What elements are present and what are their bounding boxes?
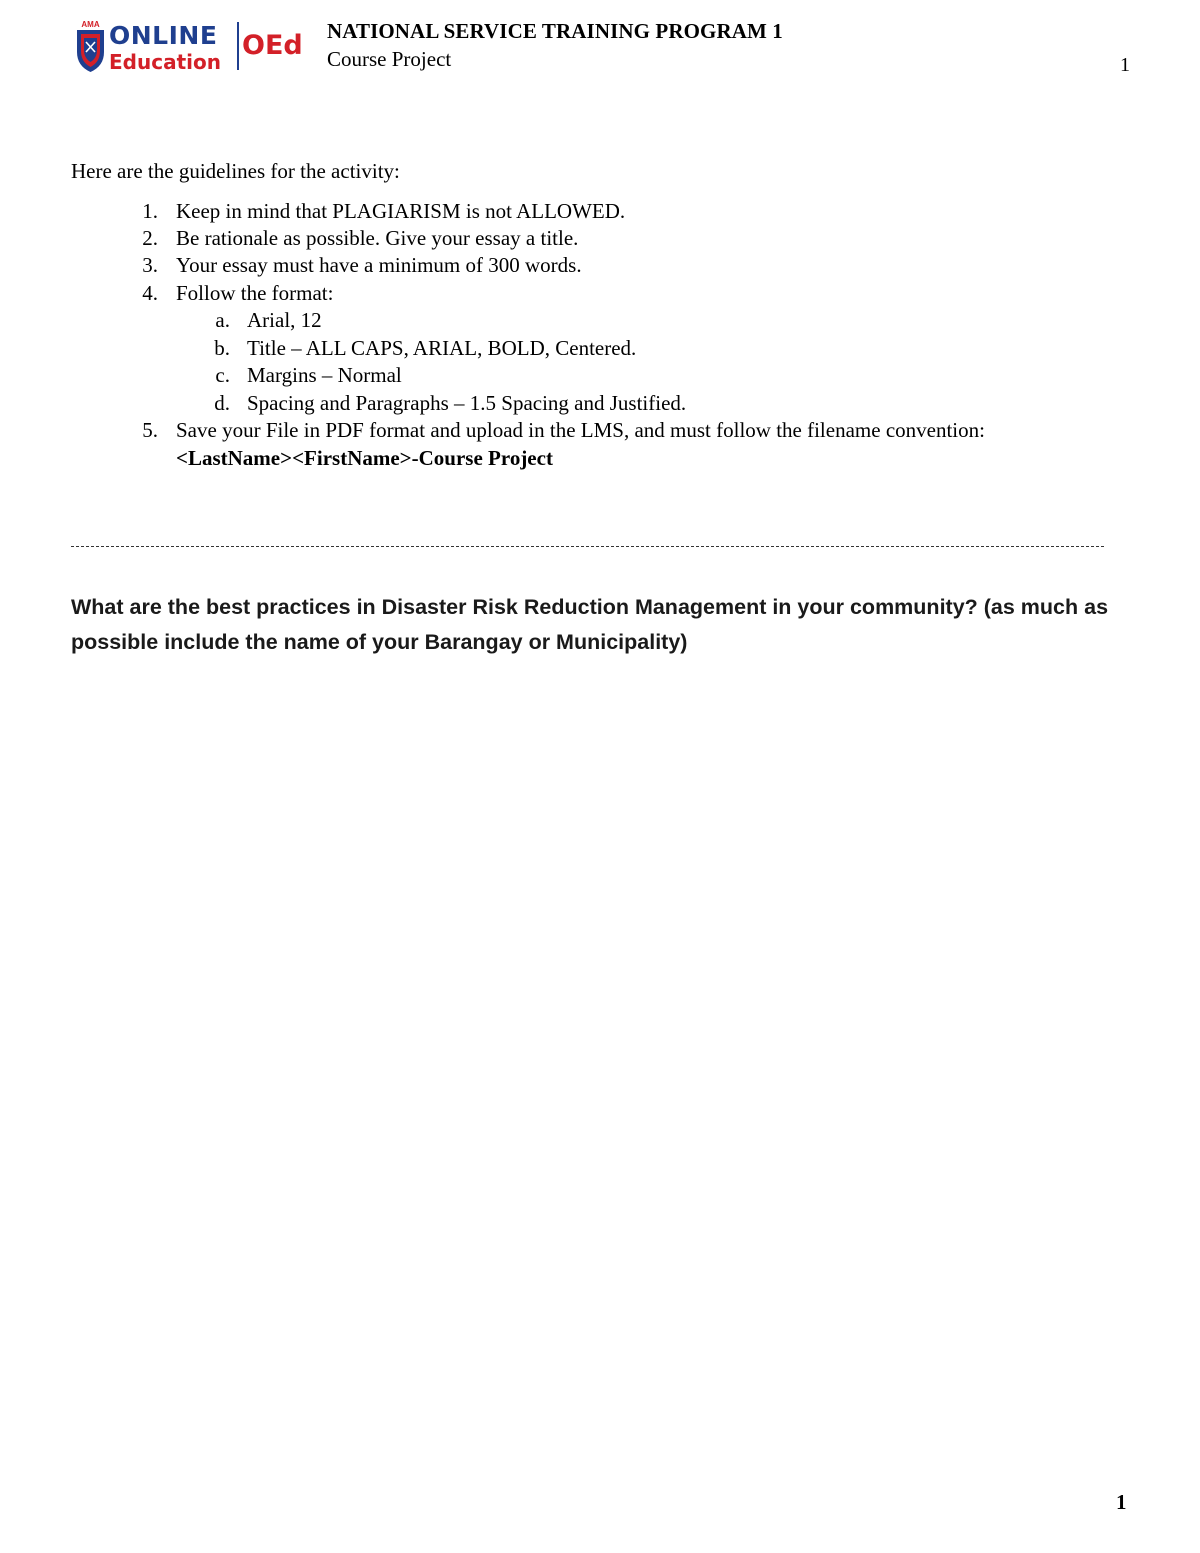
document-title: NATIONAL SERVICE TRAINING PROGRAM 1 bbox=[327, 19, 783, 43]
svg-text:ONLINE: ONLINE bbox=[109, 21, 218, 50]
essay-question: What are the best practices in Disaster Risk Reduction Management in your community? (as much as possible include the name of your Barangay or Municipality) bbox=[71, 595, 1109, 654]
guidelines-intro: Here are the guidelines for the activity: bbox=[71, 159, 400, 183]
header-page-number: 1 bbox=[1120, 54, 1130, 76]
ama-seal-icon bbox=[77, 20, 104, 72]
svg-text:AMA: AMA bbox=[81, 20, 100, 29]
svg-text:Education: Education bbox=[109, 50, 221, 74]
document-subtitle: Course Project bbox=[327, 47, 452, 71]
online-education-logo bbox=[74, 18, 306, 74]
document-page: AMA ONLINE Education OEd NATIONAL SERVICE TRAINING PROGRAM 1 Course Project 1 Here are the guidelines for the activity: 1. Keep in mind that PLAGIARISM is not ALLOWED. 2. Be rationale as possible. Give your essay a title. 3. Your essay must have a minimum of 300 words. 4. Follow the format: a. Arial, 12 b. Title – ALL CAPS, ARIAL, BOLD, Centered. c. Margins – Normal d. Spacing and Paragraphs – 1.5 Spacing and Justified. 5. Save your File in PDF format and upload in the LMS, and must follow the filename convention: <LastName><FirstName>-Course Project What are the best practices in Disaster Risk Reduction Management in your community? (as much as possible include the name of your Barangay or Municipality) 1 bbox=[71, 19, 1130, 1514]
svg-text:OEd: OEd bbox=[242, 30, 303, 61]
footer-page-number: 1 bbox=[1116, 1490, 1127, 1514]
dashed-divider bbox=[71, 546, 1104, 547]
